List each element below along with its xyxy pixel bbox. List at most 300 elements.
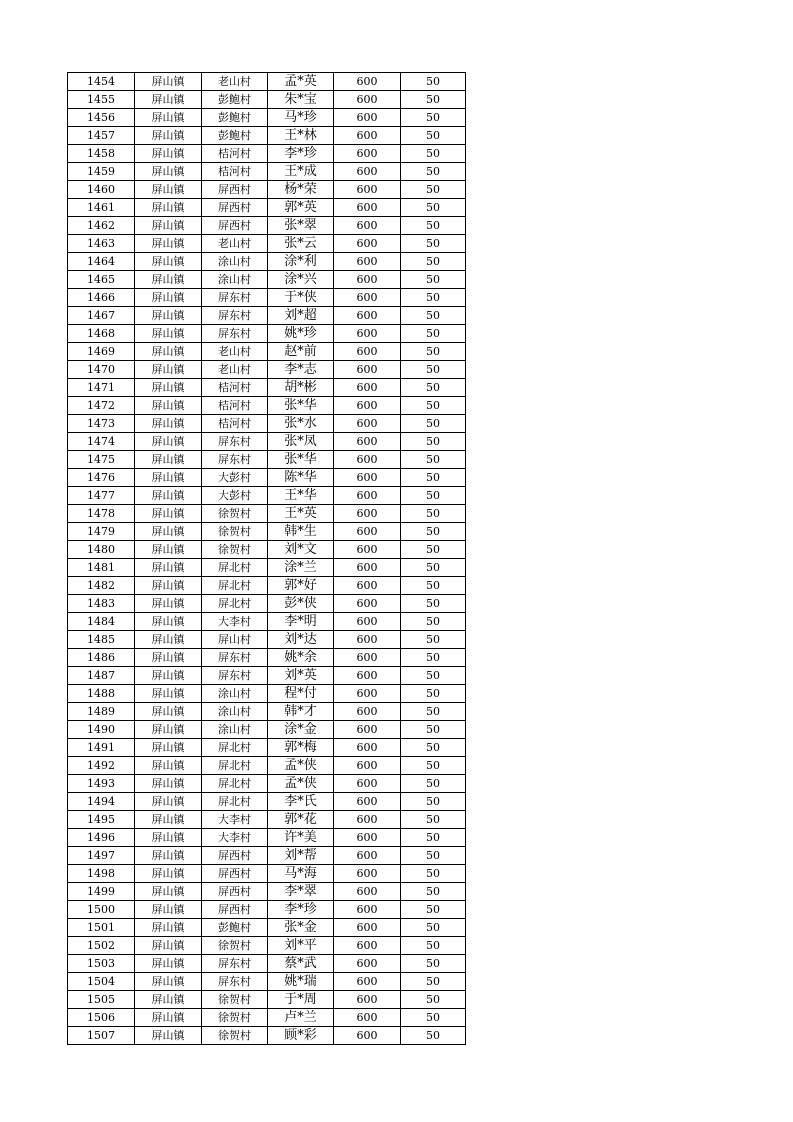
town-cell: 屏山镇: [135, 991, 202, 1009]
town-cell: 屏山镇: [135, 847, 202, 865]
name-cell: 郭*梅: [268, 739, 334, 757]
row-number-cell: 1456: [68, 109, 135, 127]
name-cell: 韩*才: [268, 703, 334, 721]
village-cell: 屏西村: [202, 199, 268, 217]
town-cell: 屏山镇: [135, 343, 202, 361]
table-row: [68, 1009, 466, 1027]
table-row: [68, 289, 466, 307]
name-cell: 张*水: [268, 415, 334, 433]
count-cell: 50: [401, 703, 466, 721]
amount-cell: 600: [334, 91, 401, 109]
name-cell: 姚*瑞: [268, 973, 334, 991]
row-number-cell: 1481: [68, 559, 135, 577]
name-cell: 涂*兴: [268, 271, 334, 289]
amount-cell: 600: [334, 145, 401, 163]
name-cell: 韩*生: [268, 523, 334, 541]
table-row: [68, 811, 466, 829]
amount-cell: 600: [334, 397, 401, 415]
count-cell: 50: [401, 793, 466, 811]
table-row: [68, 217, 466, 235]
amount-cell: 600: [334, 631, 401, 649]
name-cell: 孟*侠: [268, 757, 334, 775]
name-cell: 刘*平: [268, 937, 334, 955]
count-cell: 50: [401, 901, 466, 919]
count-cell: 50: [401, 577, 466, 595]
town-cell: 屏山镇: [135, 739, 202, 757]
village-cell: 屏北村: [202, 595, 268, 613]
village-cell: 彭鲍村: [202, 109, 268, 127]
village-cell: 徐贺村: [202, 541, 268, 559]
name-cell: 李*翠: [268, 883, 334, 901]
name-cell: 顾*彩: [268, 1027, 334, 1045]
village-cell: 屏西村: [202, 865, 268, 883]
name-cell: 郭*花: [268, 811, 334, 829]
village-cell: 涂山村: [202, 253, 268, 271]
row-number-cell: 1483: [68, 595, 135, 613]
village-cell: 桔河村: [202, 397, 268, 415]
row-number-cell: 1499: [68, 883, 135, 901]
village-cell: 涂山村: [202, 721, 268, 739]
count-cell: 50: [401, 721, 466, 739]
row-number-cell: 1469: [68, 343, 135, 361]
row-number-cell: 1464: [68, 253, 135, 271]
town-cell: 屏山镇: [135, 649, 202, 667]
village-cell: 屏东村: [202, 973, 268, 991]
town-cell: 屏山镇: [135, 253, 202, 271]
town-cell: 屏山镇: [135, 109, 202, 127]
row-number-cell: 1498: [68, 865, 135, 883]
name-cell: 张*华: [268, 397, 334, 415]
count-cell: 50: [401, 307, 466, 325]
town-cell: 屏山镇: [135, 325, 202, 343]
name-cell: 涂*金: [268, 721, 334, 739]
amount-cell: 600: [334, 541, 401, 559]
table-row: [68, 865, 466, 883]
name-cell: 刘*帮: [268, 847, 334, 865]
table-row: [68, 973, 466, 991]
count-cell: 50: [401, 757, 466, 775]
village-cell: 屏西村: [202, 181, 268, 199]
table-row: [68, 379, 466, 397]
amount-cell: 600: [334, 451, 401, 469]
name-cell: 蔡*武: [268, 955, 334, 973]
count-cell: 50: [401, 253, 466, 271]
table-row: [68, 829, 466, 847]
village-cell: 屏东村: [202, 307, 268, 325]
row-number-cell: 1505: [68, 991, 135, 1009]
village-cell: 大彭村: [202, 487, 268, 505]
amount-cell: 600: [334, 919, 401, 937]
table-row: [68, 595, 466, 613]
table-row: [68, 505, 466, 523]
table-row: [68, 577, 466, 595]
amount-cell: 600: [334, 235, 401, 253]
name-cell: 涂*兰: [268, 559, 334, 577]
village-cell: 屏北村: [202, 559, 268, 577]
table-row: [68, 937, 466, 955]
row-number-cell: 1493: [68, 775, 135, 793]
count-cell: 50: [401, 379, 466, 397]
row-number-cell: 1504: [68, 973, 135, 991]
table-row: [68, 415, 466, 433]
count-cell: 50: [401, 775, 466, 793]
village-cell: 屏西村: [202, 883, 268, 901]
row-number-cell: 1485: [68, 631, 135, 649]
village-cell: 桔河村: [202, 415, 268, 433]
village-cell: 屏东村: [202, 289, 268, 307]
village-cell: 屏东村: [202, 667, 268, 685]
table-row: [68, 145, 466, 163]
name-cell: 刘*超: [268, 307, 334, 325]
amount-cell: 600: [334, 181, 401, 199]
village-cell: 大李村: [202, 613, 268, 631]
village-cell: 彭鲍村: [202, 127, 268, 145]
amount-cell: 600: [334, 415, 401, 433]
name-cell: 陈*华: [268, 469, 334, 487]
amount-cell: 600: [334, 343, 401, 361]
amount-cell: 600: [334, 685, 401, 703]
count-cell: 50: [401, 937, 466, 955]
table-row: [68, 271, 466, 289]
town-cell: 屏山镇: [135, 397, 202, 415]
town-cell: 屏山镇: [135, 289, 202, 307]
name-cell: 姚*珍: [268, 325, 334, 343]
town-cell: 屏山镇: [135, 451, 202, 469]
row-number-cell: 1454: [68, 73, 135, 91]
count-cell: 50: [401, 487, 466, 505]
amount-cell: 600: [334, 577, 401, 595]
row-number-cell: 1470: [68, 361, 135, 379]
amount-cell: 600: [334, 523, 401, 541]
table-row: [68, 361, 466, 379]
table-row: [68, 325, 466, 343]
amount-cell: 600: [334, 325, 401, 343]
count-cell: 50: [401, 289, 466, 307]
name-cell: 程*付: [268, 685, 334, 703]
row-number-cell: 1476: [68, 469, 135, 487]
count-cell: 50: [401, 361, 466, 379]
village-cell: 桔河村: [202, 379, 268, 397]
table-row: [68, 235, 466, 253]
town-cell: 屏山镇: [135, 829, 202, 847]
town-cell: 屏山镇: [135, 559, 202, 577]
count-cell: 50: [401, 163, 466, 181]
count-cell: 50: [401, 649, 466, 667]
count-cell: 50: [401, 883, 466, 901]
count-cell: 50: [401, 127, 466, 145]
amount-cell: 600: [334, 649, 401, 667]
name-cell: 姚*余: [268, 649, 334, 667]
town-cell: 屏山镇: [135, 865, 202, 883]
count-cell: 50: [401, 973, 466, 991]
row-number-cell: 1463: [68, 235, 135, 253]
count-cell: 50: [401, 325, 466, 343]
amount-cell: 600: [334, 487, 401, 505]
town-cell: 屏山镇: [135, 73, 202, 91]
amount-cell: 600: [334, 883, 401, 901]
village-cell: 屏北村: [202, 757, 268, 775]
table-row: [68, 631, 466, 649]
count-cell: 50: [401, 181, 466, 199]
row-number-cell: 1472: [68, 397, 135, 415]
town-cell: 屏山镇: [135, 631, 202, 649]
town-cell: 屏山镇: [135, 775, 202, 793]
name-cell: 彭*侠: [268, 595, 334, 613]
count-cell: 50: [401, 1027, 466, 1045]
row-number-cell: 1484: [68, 613, 135, 631]
name-cell: 马*海: [268, 865, 334, 883]
amount-cell: 600: [334, 775, 401, 793]
village-cell: 徐贺村: [202, 523, 268, 541]
town-cell: 屏山镇: [135, 127, 202, 145]
count-cell: 50: [401, 109, 466, 127]
village-cell: 涂山村: [202, 271, 268, 289]
table-row: [68, 253, 466, 271]
row-number-cell: 1478: [68, 505, 135, 523]
town-cell: 屏山镇: [135, 685, 202, 703]
count-cell: 50: [401, 667, 466, 685]
amount-cell: 600: [334, 739, 401, 757]
amount-cell: 600: [334, 109, 401, 127]
village-cell: 屏东村: [202, 433, 268, 451]
row-number-cell: 1488: [68, 685, 135, 703]
town-cell: 屏山镇: [135, 487, 202, 505]
amount-cell: 600: [334, 757, 401, 775]
village-cell: 涂山村: [202, 685, 268, 703]
amount-cell: 600: [334, 433, 401, 451]
table-row: [68, 919, 466, 937]
name-cell: 郭*好: [268, 577, 334, 595]
name-cell: 王*林: [268, 127, 334, 145]
town-cell: 屏山镇: [135, 217, 202, 235]
town-cell: 屏山镇: [135, 667, 202, 685]
table-row: [68, 901, 466, 919]
amount-cell: 600: [334, 811, 401, 829]
name-cell: 许*美: [268, 829, 334, 847]
table-row: [68, 163, 466, 181]
table-row: [68, 559, 466, 577]
count-cell: 50: [401, 523, 466, 541]
count-cell: 50: [401, 397, 466, 415]
village-cell: 屏北村: [202, 775, 268, 793]
count-cell: 50: [401, 559, 466, 577]
town-cell: 屏山镇: [135, 541, 202, 559]
table-row: [68, 91, 466, 109]
table-row: [68, 955, 466, 973]
count-cell: 50: [401, 1009, 466, 1027]
name-cell: 李*珍: [268, 901, 334, 919]
name-cell: 孟*英: [268, 73, 334, 91]
name-cell: 郭*英: [268, 199, 334, 217]
name-cell: 赵*前: [268, 343, 334, 361]
amount-cell: 600: [334, 469, 401, 487]
row-number-cell: 1474: [68, 433, 135, 451]
amount-cell: 600: [334, 613, 401, 631]
town-cell: 屏山镇: [135, 91, 202, 109]
amount-cell: 600: [334, 253, 401, 271]
row-number-cell: 1477: [68, 487, 135, 505]
village-cell: 老山村: [202, 235, 268, 253]
row-number-cell: 1495: [68, 811, 135, 829]
village-cell: 屏北村: [202, 739, 268, 757]
village-cell: 屏西村: [202, 217, 268, 235]
town-cell: 屏山镇: [135, 901, 202, 919]
name-cell: 杨*荣: [268, 181, 334, 199]
village-cell: 屏东村: [202, 955, 268, 973]
row-number-cell: 1490: [68, 721, 135, 739]
amount-cell: 600: [334, 217, 401, 235]
town-cell: 屏山镇: [135, 235, 202, 253]
amount-cell: 600: [334, 1009, 401, 1027]
table-row: [68, 883, 466, 901]
count-cell: 50: [401, 235, 466, 253]
count-cell: 50: [401, 595, 466, 613]
row-number-cell: 1479: [68, 523, 135, 541]
count-cell: 50: [401, 271, 466, 289]
name-cell: 刘*英: [268, 667, 334, 685]
name-cell: 刘*文: [268, 541, 334, 559]
town-cell: 屏山镇: [135, 307, 202, 325]
count-cell: 50: [401, 739, 466, 757]
table-row: [68, 397, 466, 415]
village-cell: 徐贺村: [202, 937, 268, 955]
row-number-cell: 1461: [68, 199, 135, 217]
table-row: [68, 487, 466, 505]
row-number-cell: 1465: [68, 271, 135, 289]
town-cell: 屏山镇: [135, 163, 202, 181]
village-cell: 桔河村: [202, 145, 268, 163]
name-cell: 李*珍: [268, 145, 334, 163]
table-row: [68, 757, 466, 775]
table-row: [68, 793, 466, 811]
village-cell: 老山村: [202, 73, 268, 91]
amount-cell: 600: [334, 721, 401, 739]
name-cell: 于*侠: [268, 289, 334, 307]
town-cell: 屏山镇: [135, 415, 202, 433]
count-cell: 50: [401, 829, 466, 847]
row-number-cell: 1468: [68, 325, 135, 343]
town-cell: 屏山镇: [135, 721, 202, 739]
table-row: [68, 127, 466, 145]
count-cell: 50: [401, 73, 466, 91]
count-cell: 50: [401, 847, 466, 865]
count-cell: 50: [401, 145, 466, 163]
village-cell: 屏西村: [202, 901, 268, 919]
row-number-cell: 1480: [68, 541, 135, 559]
name-cell: 朱*宝: [268, 91, 334, 109]
town-cell: 屏山镇: [135, 433, 202, 451]
name-cell: 李*明: [268, 613, 334, 631]
name-cell: 孟*侠: [268, 775, 334, 793]
table-row: [68, 685, 466, 703]
town-cell: 屏山镇: [135, 271, 202, 289]
amount-cell: 600: [334, 199, 401, 217]
count-cell: 50: [401, 991, 466, 1009]
table-row: [68, 991, 466, 1009]
table-row: [68, 73, 466, 91]
table-body: [68, 73, 466, 1045]
row-number-cell: 1492: [68, 757, 135, 775]
row-number-cell: 1473: [68, 415, 135, 433]
row-number-cell: 1503: [68, 955, 135, 973]
amount-cell: 600: [334, 937, 401, 955]
row-number-cell: 1482: [68, 577, 135, 595]
village-cell: 桔河村: [202, 163, 268, 181]
count-cell: 50: [401, 415, 466, 433]
count-cell: 50: [401, 919, 466, 937]
amount-cell: 600: [334, 991, 401, 1009]
amount-cell: 600: [334, 847, 401, 865]
count-cell: 50: [401, 91, 466, 109]
village-cell: 屏西村: [202, 847, 268, 865]
village-cell: 屏东村: [202, 649, 268, 667]
name-cell: 张*翠: [268, 217, 334, 235]
town-cell: 屏山镇: [135, 757, 202, 775]
count-cell: 50: [401, 955, 466, 973]
amount-cell: 600: [334, 271, 401, 289]
count-cell: 50: [401, 865, 466, 883]
count-cell: 50: [401, 541, 466, 559]
table-row: [68, 613, 466, 631]
data-table: [67, 72, 466, 1045]
village-cell: 徐贺村: [202, 1027, 268, 1045]
village-cell: 屏山村: [202, 631, 268, 649]
amount-cell: 600: [334, 703, 401, 721]
amount-cell: 600: [334, 865, 401, 883]
amount-cell: 600: [334, 379, 401, 397]
amount-cell: 600: [334, 163, 401, 181]
town-cell: 屏山镇: [135, 919, 202, 937]
name-cell: 涂*利: [268, 253, 334, 271]
name-cell: 胡*彬: [268, 379, 334, 397]
amount-cell: 600: [334, 595, 401, 613]
town-cell: 屏山镇: [135, 937, 202, 955]
amount-cell: 600: [334, 973, 401, 991]
town-cell: 屏山镇: [135, 1027, 202, 1045]
table-row: [68, 721, 466, 739]
town-cell: 屏山镇: [135, 145, 202, 163]
amount-cell: 600: [334, 307, 401, 325]
town-cell: 屏山镇: [135, 1009, 202, 1027]
amount-cell: 600: [334, 829, 401, 847]
row-number-cell: 1487: [68, 667, 135, 685]
row-number-cell: 1496: [68, 829, 135, 847]
count-cell: 50: [401, 451, 466, 469]
town-cell: 屏山镇: [135, 955, 202, 973]
village-cell: 屏东村: [202, 325, 268, 343]
row-number-cell: 1501: [68, 919, 135, 937]
table-row: [68, 649, 466, 667]
count-cell: 50: [401, 505, 466, 523]
town-cell: 屏山镇: [135, 577, 202, 595]
amount-cell: 600: [334, 1027, 401, 1045]
name-cell: 卢*兰: [268, 1009, 334, 1027]
amount-cell: 600: [334, 127, 401, 145]
row-number-cell: 1491: [68, 739, 135, 757]
village-cell: 徐贺村: [202, 991, 268, 1009]
name-cell: 刘*达: [268, 631, 334, 649]
table-row: [68, 469, 466, 487]
town-cell: 屏山镇: [135, 505, 202, 523]
village-cell: 涂山村: [202, 703, 268, 721]
amount-cell: 600: [334, 559, 401, 577]
row-number-cell: 1506: [68, 1009, 135, 1027]
amount-cell: 600: [334, 505, 401, 523]
town-cell: 屏山镇: [135, 379, 202, 397]
town-cell: 屏山镇: [135, 595, 202, 613]
table-row: [68, 1027, 466, 1045]
amount-cell: 600: [334, 289, 401, 307]
